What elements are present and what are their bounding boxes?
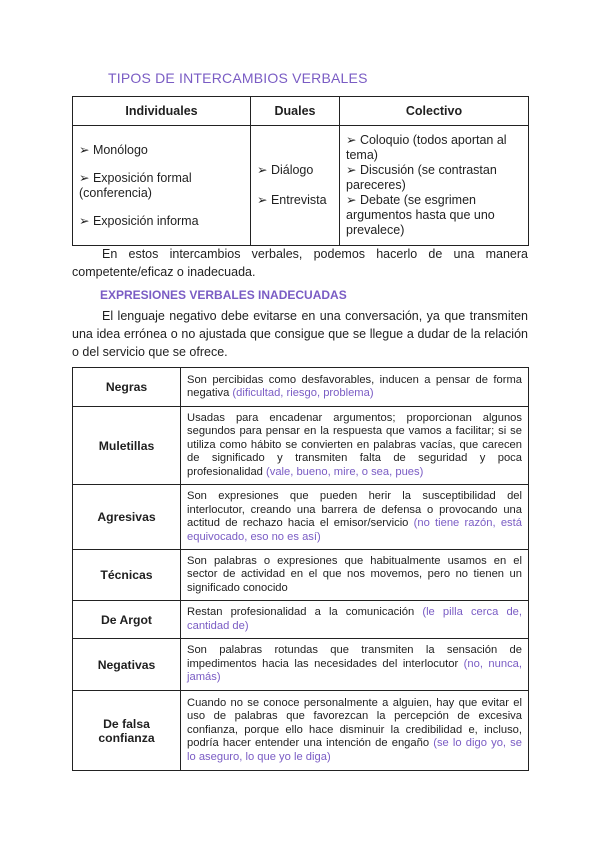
example-text: (dificultad, riesgo, problema)	[232, 387, 374, 399]
paragraph: El lenguaje negativo debe evitarse en una conversación, ya que transmiten una idea errónea o no ajustada que consigue que se llegue a dudar de la relación o del servicio que se ofrece.	[72, 309, 528, 359]
exchange-types-table	[72, 96, 529, 246]
expressions-table	[72, 367, 529, 771]
table-row	[73, 691, 529, 771]
list-item: ➢ Discusión (se contrastan pareceres)	[346, 163, 497, 192]
row-label: Negativas	[73, 639, 181, 691]
table-row	[73, 601, 529, 639]
section-title: TIPOS DE INTERCAMBIOS VERBALES	[108, 70, 368, 86]
table-row	[73, 368, 529, 407]
example-text: (no, nunca, jamás)	[187, 657, 523, 684]
example-text: (se lo digo yo, se lo aseguro, lo que yo le diga)	[187, 737, 522, 763]
row-label: De falsa confianza	[73, 691, 181, 771]
subsection-title: EXPRESIONES VERBALES INADECUADAS	[100, 288, 347, 302]
row-label: Negras	[73, 368, 181, 407]
list-item: ➢ Monólogo	[79, 142, 148, 157]
list-item: ➢ Exposición formal (conferencia)	[79, 170, 192, 200]
table-header-row	[73, 97, 529, 126]
list-item: ➢ Diálogo	[257, 163, 314, 177]
row-description: Usadas para encadenar argumentos; proporcionan algunos segundos para pensar en la respuesta que vamos a facilitar; si se utiliza como hábito se convierten en palabras vacías, que carecen de significado y transmiten falta de seguridad y poca profesionalidad (vale, bueno, mire, o sea, pues)	[181, 407, 529, 485]
list-item: ➢ Coloquio (todos aportan al tema)	[346, 133, 507, 162]
cell-duales	[251, 126, 340, 246]
cell-individuales	[73, 126, 251, 246]
table-row	[73, 407, 529, 485]
row-label: Agresivas	[73, 485, 181, 550]
table-row	[73, 126, 529, 246]
table-row	[73, 550, 529, 601]
header-colectivo: Colectivo	[340, 97, 529, 126]
header-duales: Duales	[251, 97, 340, 126]
row-description: Son palabras rotundas que transmiten la sensación de impedimentos hacia las necesidades del interlocutor (no, nunca, jamás)	[181, 639, 529, 691]
example-text: (vale, bueno, mire, o sea, pues)	[266, 465, 424, 478]
row-description: Restan profesionalidad a la comunicación (le pilla cerca de, cantidad de)	[181, 601, 529, 639]
paragraph: En estos intercambios verbales, podemos hacerlo de una manera competente/eficaz o inadecuada.	[72, 247, 528, 279]
row-description: Son expresiones que pueden herir la susceptibilidad del interlocutor, creando una barrera de defensa o provocando una actitud de rechazo hacia el emisor/servicio (no tiene razón, está equivocado, eso no es así)	[181, 485, 529, 550]
example-text: (le pilla cerca de, cantidad de)	[187, 606, 522, 632]
list-item: ➢ Debate (se esgrimen argumentos hasta que uno prevalece)	[346, 193, 495, 237]
row-label: Muletillas	[73, 407, 181, 485]
example-text: (no tiene razón, está equivocado, eso no es así)	[187, 517, 522, 543]
table-row	[73, 639, 529, 691]
row-label: De Argot	[73, 601, 181, 639]
row-description: Son percibidas como desfavorables, inducen a pensar de forma negativa (dificultad, riesgo, problema)	[181, 368, 529, 407]
row-label: Técnicas	[73, 550, 181, 601]
cell-colectivo	[340, 126, 529, 246]
row-description: Son palabras o expresiones que habitualmente usamos en el sector de actividad en el que nos movemos, pero no tienen un significado conocido	[181, 550, 529, 601]
header-individuales: Individuales	[73, 97, 251, 126]
table-row	[73, 485, 529, 550]
list-item: ➢ Entrevista	[257, 193, 327, 207]
list-item: ➢ Exposición informa	[79, 213, 199, 228]
row-description: Cuando no se conoce personalmente a alguien, hay que evitar el uso de palabras que favorezcan la percepción de excesiva confianza, porque ello hace disminuir la credibilidad e, incluso, podría hacer entender una intención de engaño (se lo digo yo, se lo aseguro, lo que yo le diga)	[181, 691, 529, 771]
